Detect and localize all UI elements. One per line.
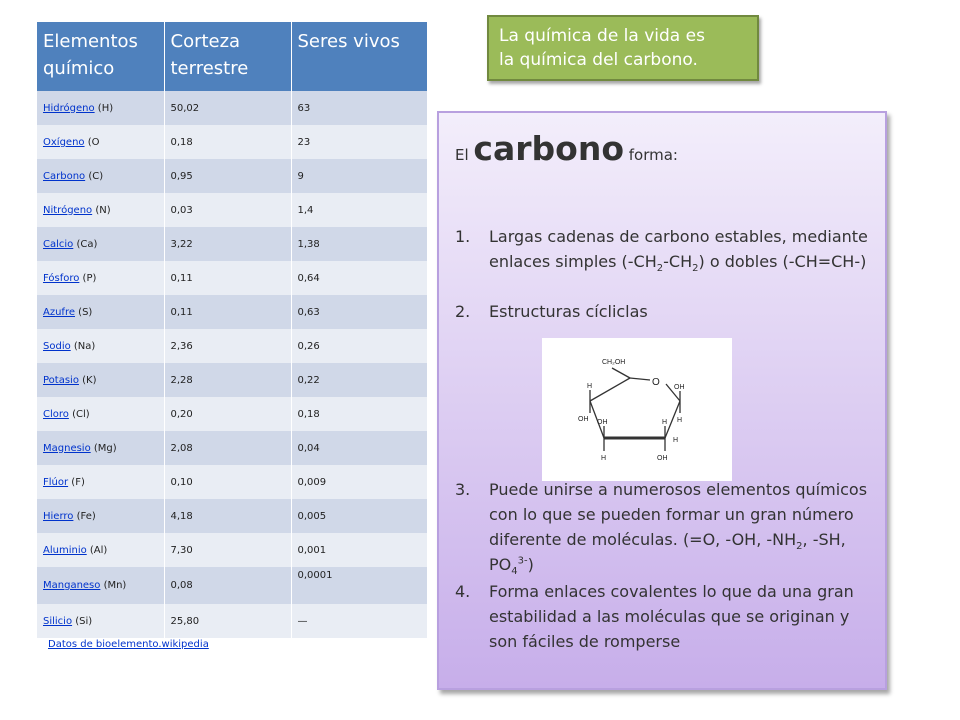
table-row bbox=[37, 533, 427, 567]
living-value: 0,04 bbox=[291, 431, 427, 465]
label-h-1: H bbox=[587, 383, 593, 390]
crust-value: 50,02 bbox=[164, 91, 291, 125]
table-row bbox=[37, 363, 427, 397]
table-row bbox=[37, 397, 427, 431]
living-value: — bbox=[291, 604, 427, 638]
title-post: forma: bbox=[623, 146, 678, 164]
element-link[interactable]: Oxígeno bbox=[43, 136, 85, 148]
label-h-5: H bbox=[673, 437, 679, 444]
element-symbol: (Fe) bbox=[73, 510, 96, 522]
table-header-row bbox=[37, 22, 427, 91]
element-cell bbox=[37, 125, 164, 159]
living-value: 0,18 bbox=[291, 397, 427, 431]
element-link[interactable]: Nitrógeno bbox=[43, 204, 93, 216]
item-2-number: 2. bbox=[455, 302, 471, 321]
element-link[interactable]: Aluminio bbox=[43, 544, 87, 556]
living-value: 1,38 bbox=[291, 227, 427, 261]
living-value: 0,0001 bbox=[291, 567, 427, 604]
element-symbol: (Mg) bbox=[90, 442, 117, 454]
title-carbono: carbono bbox=[473, 129, 624, 168]
title-pre: El bbox=[455, 146, 474, 164]
elements-table bbox=[37, 22, 427, 638]
element-cell bbox=[37, 465, 164, 499]
living-value: 23 bbox=[291, 125, 427, 159]
living-value: 0,005 bbox=[291, 499, 427, 533]
list-item-3 bbox=[455, 477, 875, 577]
element-symbol: (N) bbox=[92, 204, 111, 216]
element-cell bbox=[37, 159, 164, 193]
table-row bbox=[37, 329, 427, 363]
element-cell bbox=[37, 397, 164, 431]
table-row bbox=[37, 499, 427, 533]
living-value: 0,63 bbox=[291, 295, 427, 329]
element-link[interactable]: Potasio bbox=[43, 374, 79, 386]
header-crust: Corteza terrestre bbox=[164, 22, 291, 91]
crust-value: 0,08 bbox=[164, 567, 291, 604]
element-symbol: (C) bbox=[85, 170, 104, 182]
living-value: 0,26 bbox=[291, 329, 427, 363]
glucose-ring-diagram bbox=[542, 338, 732, 481]
element-link[interactable]: Hierro bbox=[43, 510, 74, 522]
element-symbol: (K) bbox=[78, 374, 97, 386]
element-symbol: (Mn) bbox=[100, 580, 127, 591]
element-cell bbox=[37, 363, 164, 397]
table-row bbox=[37, 465, 427, 499]
label-h-4: H bbox=[662, 419, 668, 426]
element-cell bbox=[37, 295, 164, 329]
table-row bbox=[37, 125, 427, 159]
header-elements: Elementos químico bbox=[37, 22, 164, 91]
living-value: 9 bbox=[291, 159, 427, 193]
living-value: 0,22 bbox=[291, 363, 427, 397]
crust-value: 0,03 bbox=[164, 193, 291, 227]
element-symbol: (Na) bbox=[70, 340, 96, 352]
table-row bbox=[37, 193, 427, 227]
element-link[interactable]: Carbono bbox=[43, 170, 86, 182]
list-item-1 bbox=[455, 224, 875, 274]
header-living: Seres vivos bbox=[291, 22, 427, 91]
element-cell bbox=[37, 227, 164, 261]
element-link[interactable]: Azufre bbox=[43, 306, 75, 318]
element-symbol: (O bbox=[84, 136, 100, 148]
callout-box bbox=[487, 15, 759, 81]
label-h-3: H bbox=[601, 455, 607, 462]
element-symbol: (Cl) bbox=[68, 408, 90, 420]
label-oh-4: OH bbox=[657, 455, 668, 462]
element-link[interactable]: Flúor bbox=[43, 476, 69, 488]
source-link[interactable]: Datos de bioelemento.wikipedia bbox=[48, 639, 209, 650]
element-cell bbox=[37, 604, 164, 638]
glucose-ring-svg bbox=[542, 338, 732, 481]
element-link[interactable]: Magnesio bbox=[43, 442, 91, 454]
label-oh-2: OH bbox=[674, 384, 685, 391]
label-oh-3: OH bbox=[597, 419, 608, 426]
element-link[interactable]: Cloro bbox=[43, 408, 69, 420]
element-symbol: (P) bbox=[79, 272, 97, 284]
living-value: 0,009 bbox=[291, 465, 427, 499]
callout-line-1: La química de la vida es bbox=[499, 26, 705, 46]
element-symbol: (Ca) bbox=[73, 238, 98, 250]
table-row bbox=[37, 567, 427, 604]
element-symbol: (Al) bbox=[86, 544, 108, 556]
label-ch2oh: CH₂OH bbox=[602, 359, 626, 366]
table-row bbox=[37, 227, 427, 261]
element-link[interactable]: Calcio bbox=[43, 238, 74, 250]
table-row bbox=[37, 159, 427, 193]
element-symbol: (F) bbox=[68, 476, 85, 488]
crust-value: 2,28 bbox=[164, 363, 291, 397]
crust-value: 0,20 bbox=[164, 397, 291, 431]
item-2-text: Estructuras cícliclas bbox=[489, 302, 648, 321]
element-cell bbox=[37, 431, 164, 465]
living-value: 0,001 bbox=[291, 533, 427, 567]
element-cell bbox=[37, 91, 164, 125]
list-item-4 bbox=[455, 579, 875, 654]
element-symbol: (S) bbox=[75, 306, 93, 318]
label-ring-o: O bbox=[652, 377, 660, 388]
item-3-text: Puede unirse a numerosos elementos químicos con lo que se pueden formar un gran número diferente de moléculas. (=O, -OH, $-NH_2$, -SH, $PO_4^{3-}$) bbox=[489, 480, 868, 578]
label-oh-1: OH bbox=[578, 416, 589, 423]
panel-title bbox=[455, 129, 678, 168]
label-h-2: H bbox=[677, 417, 683, 424]
crust-value: 2,36 bbox=[164, 329, 291, 363]
callout-line-2: la química del carbono. bbox=[499, 50, 698, 70]
table-row bbox=[37, 431, 427, 465]
element-cell bbox=[37, 567, 164, 604]
crust-value: 0,10 bbox=[164, 465, 291, 499]
table-row bbox=[37, 295, 427, 329]
item-1-number: 1. bbox=[455, 227, 471, 246]
crust-value: 0,95 bbox=[164, 159, 291, 193]
item-4-number: 4. bbox=[455, 582, 471, 601]
living-value: 0,64 bbox=[291, 261, 427, 295]
crust-value: 25,80 bbox=[164, 604, 291, 638]
crust-value: 3,22 bbox=[164, 227, 291, 261]
carbon-panel bbox=[437, 111, 887, 690]
element-link[interactable]: Manganeso bbox=[43, 580, 101, 591]
list-item-2 bbox=[455, 299, 875, 324]
item-3-number: 3. bbox=[455, 480, 471, 499]
table-row bbox=[37, 604, 427, 638]
crust-value: 0,11 bbox=[164, 261, 291, 295]
element-symbol: (Si) bbox=[72, 615, 93, 627]
item-4-text: Forma enlaces covalentes lo que da una gran estabilidad a las moléculas que se originan y son fáciles de romperse bbox=[489, 582, 854, 651]
element-symbol: (H) bbox=[94, 102, 114, 114]
element-cell bbox=[37, 261, 164, 295]
crust-value: 4,18 bbox=[164, 499, 291, 533]
element-link[interactable]: Sodio bbox=[43, 340, 71, 352]
living-value: 1,4 bbox=[291, 193, 427, 227]
item-1-text: Largas cadenas de carbono estables, mediante enlaces simples $(-CH_2-CH_2)$ o dobles (-CH=CH-) bbox=[489, 227, 868, 275]
table-row bbox=[37, 91, 427, 125]
element-cell bbox=[37, 533, 164, 567]
element-cell bbox=[37, 329, 164, 363]
living-value: 63 bbox=[291, 91, 427, 125]
element-link[interactable]: Silicio bbox=[43, 615, 73, 627]
element-cell bbox=[37, 499, 164, 533]
crust-value: 0,18 bbox=[164, 125, 291, 159]
element-link[interactable]: Fósforo bbox=[43, 272, 80, 284]
crust-value: 7,30 bbox=[164, 533, 291, 567]
table-row bbox=[37, 261, 427, 295]
table-body bbox=[37, 91, 427, 638]
crust-value: 2,08 bbox=[164, 431, 291, 465]
crust-value: 0,11 bbox=[164, 295, 291, 329]
element-cell bbox=[37, 193, 164, 227]
element-link[interactable]: Hidrógeno bbox=[43, 102, 95, 114]
